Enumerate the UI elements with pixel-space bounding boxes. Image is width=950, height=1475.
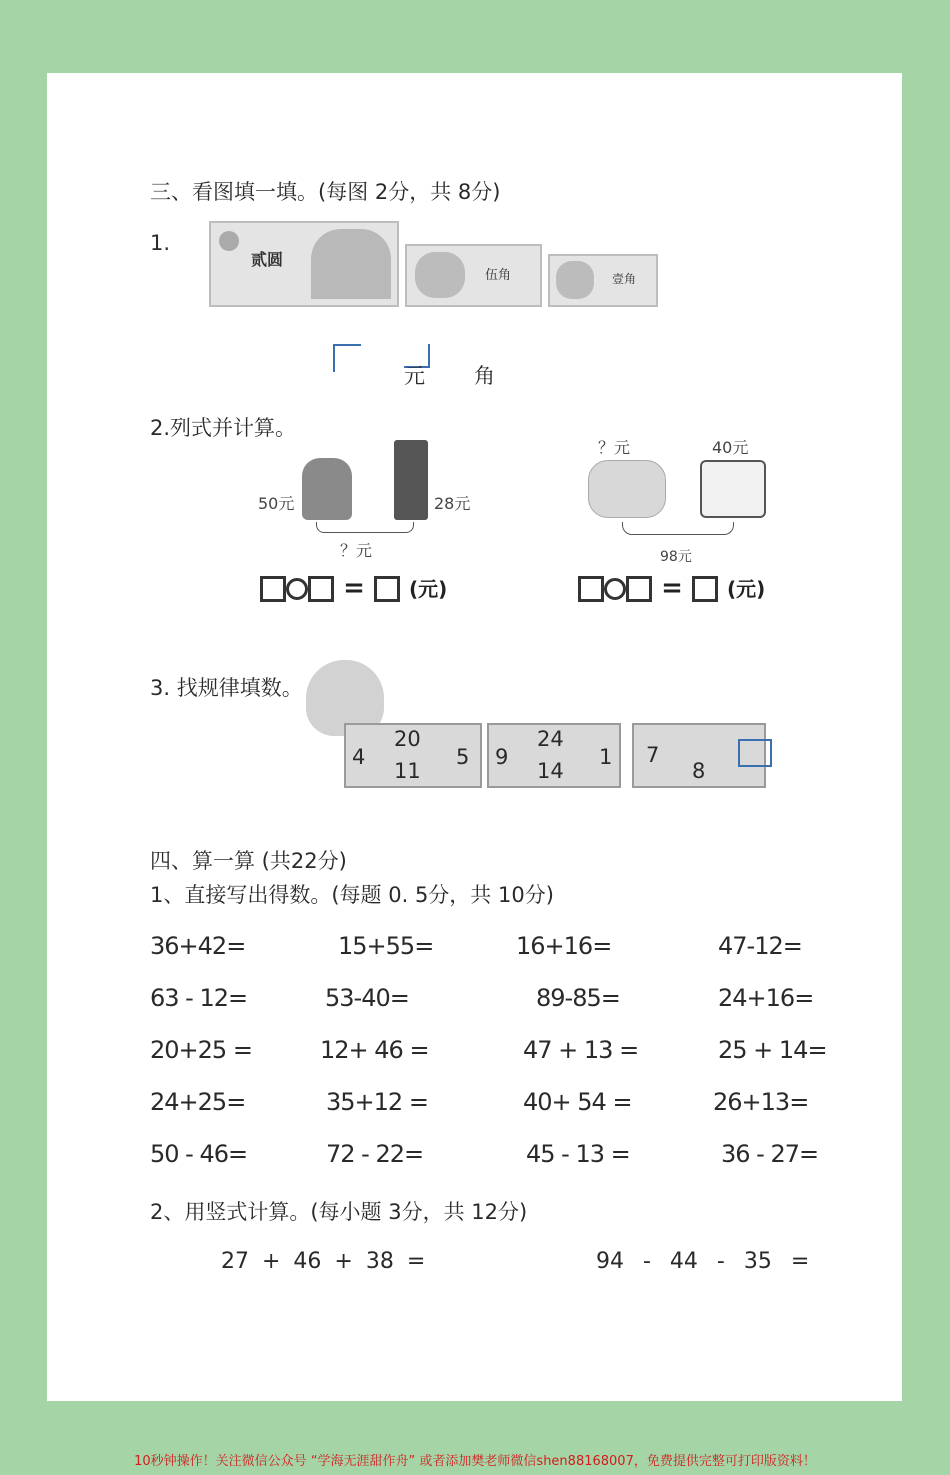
pants-price: 28元 — [434, 494, 471, 513]
brace — [316, 522, 414, 533]
envelope-top-number: 20 — [394, 727, 421, 751]
portrait-figure — [311, 229, 391, 299]
arith-problem: 24+16= — [718, 984, 814, 1012]
coat-price: 40元 — [712, 438, 749, 457]
arith-problem: 25 + 14= — [718, 1036, 827, 1064]
arith-problem: 45 - 13 = — [526, 1140, 630, 1168]
equation-template-left: = (元) — [260, 573, 447, 603]
q2-title: 2、用竖式计算。(每小题 3分，共 12分) — [150, 1200, 528, 1224]
arith-problem: 47 + 13 = — [523, 1036, 639, 1064]
arith-problem: 15+55= — [338, 932, 434, 960]
portrait-figure — [415, 252, 465, 298]
arith-problem: 26+13= — [713, 1088, 809, 1116]
arith-problem: 63 - 12= — [150, 984, 248, 1012]
bill-denomination: 贰圆 — [251, 250, 284, 269]
promo-footer: 10秒钟操作！关注微信公众号 “学海无涯甜作舟” 或者添加樊老师微信shen88168007，免费提供完整可打印版资料！ — [134, 1454, 816, 1469]
envelope-bottom-number: 11 — [394, 759, 421, 783]
envelope-bottom-number: 8 — [692, 759, 706, 783]
q2-label: 2.列式并计算。 — [150, 416, 297, 440]
arith-problem: 47-12= — [718, 932, 802, 960]
sweater-price: 50元 — [258, 494, 295, 513]
arith-problem: 16+16= — [516, 932, 612, 960]
unit-label: (元) — [726, 577, 766, 601]
one-jiao-banknote — [548, 254, 658, 307]
pattern-answer-box[interactable] — [738, 739, 772, 767]
envelope-top-number: 24 — [537, 727, 564, 751]
unit-jiao: 角 — [474, 364, 495, 388]
envelope-left-number: 4 — [352, 745, 366, 769]
equation-template-right: = (元) — [578, 573, 765, 603]
portrait-figure — [556, 261, 594, 299]
brace — [622, 522, 734, 535]
bill-denomination: 伍角 — [485, 268, 512, 283]
backpack-icon — [588, 460, 666, 518]
operator-circle[interactable] — [286, 578, 308, 600]
arith-problem: 40+ 54 = — [523, 1088, 632, 1116]
vertical-problem-2: 94 - 44 - 35 = — [596, 1249, 810, 1274]
bill-denomination: 壹角 — [612, 272, 637, 286]
section4-title: 四、算一算 (共22分) — [150, 849, 347, 873]
answer-box[interactable] — [260, 576, 286, 602]
answer-box[interactable] — [692, 576, 718, 602]
bag-price: ？元 — [598, 438, 631, 457]
envelope-left-number: 7 — [646, 743, 660, 767]
q1-label: 1. — [150, 231, 171, 255]
two-yuan-banknote — [209, 221, 399, 307]
arith-problem: 24+25= — [150, 1088, 246, 1116]
q3-label: 3. 找规律填数。 — [150, 676, 303, 700]
envelope-2 — [487, 723, 621, 788]
answer-box[interactable] — [626, 576, 652, 602]
answer-box[interactable] — [578, 576, 604, 602]
five-jiao-banknote — [405, 244, 542, 307]
envelope-right-number: 5 — [456, 745, 470, 769]
yuan-answer-box[interactable] — [333, 344, 361, 372]
envelope-bottom-number: 14 — [537, 759, 564, 783]
arith-problem: 20+25 = — [150, 1036, 252, 1064]
arith-problem: 50 - 46= — [150, 1140, 248, 1168]
pants-icon — [394, 440, 428, 520]
envelope-1 — [344, 723, 482, 788]
vertical-problem-1: 27 + 46 + 38 = — [221, 1249, 426, 1274]
unit-label: (元) — [408, 577, 448, 601]
coat-icon — [700, 460, 766, 518]
answer-box[interactable] — [374, 576, 400, 602]
total-price: 98元 — [660, 549, 692, 565]
section3-title: 三、看图填一填。(每图 2分，共 8分) — [150, 180, 501, 204]
answer-box[interactable] — [308, 576, 334, 602]
arith-problem: 72 - 22= — [326, 1140, 424, 1168]
emblem-icon — [219, 231, 239, 251]
sweater-icon — [302, 458, 352, 520]
envelope-right-number: 1 — [599, 745, 613, 769]
arith-problem: 12+ 46 = — [320, 1036, 429, 1064]
arith-problem: 53-40= — [325, 984, 409, 1012]
arith-problem: 36+42= — [150, 932, 246, 960]
unit-yuan: 元 — [404, 364, 425, 388]
q1-title: 1、直接写出得数。(每题 0. 5分，共 10分) — [150, 883, 554, 907]
arith-problem: 36 - 27= — [721, 1140, 819, 1168]
total-question: ？元 — [340, 541, 373, 560]
envelope-left-number: 9 — [495, 745, 509, 769]
arith-problem: 35+12 = — [326, 1088, 428, 1116]
arith-problem: 89-85= — [536, 984, 620, 1012]
operator-circle[interactable] — [604, 578, 626, 600]
